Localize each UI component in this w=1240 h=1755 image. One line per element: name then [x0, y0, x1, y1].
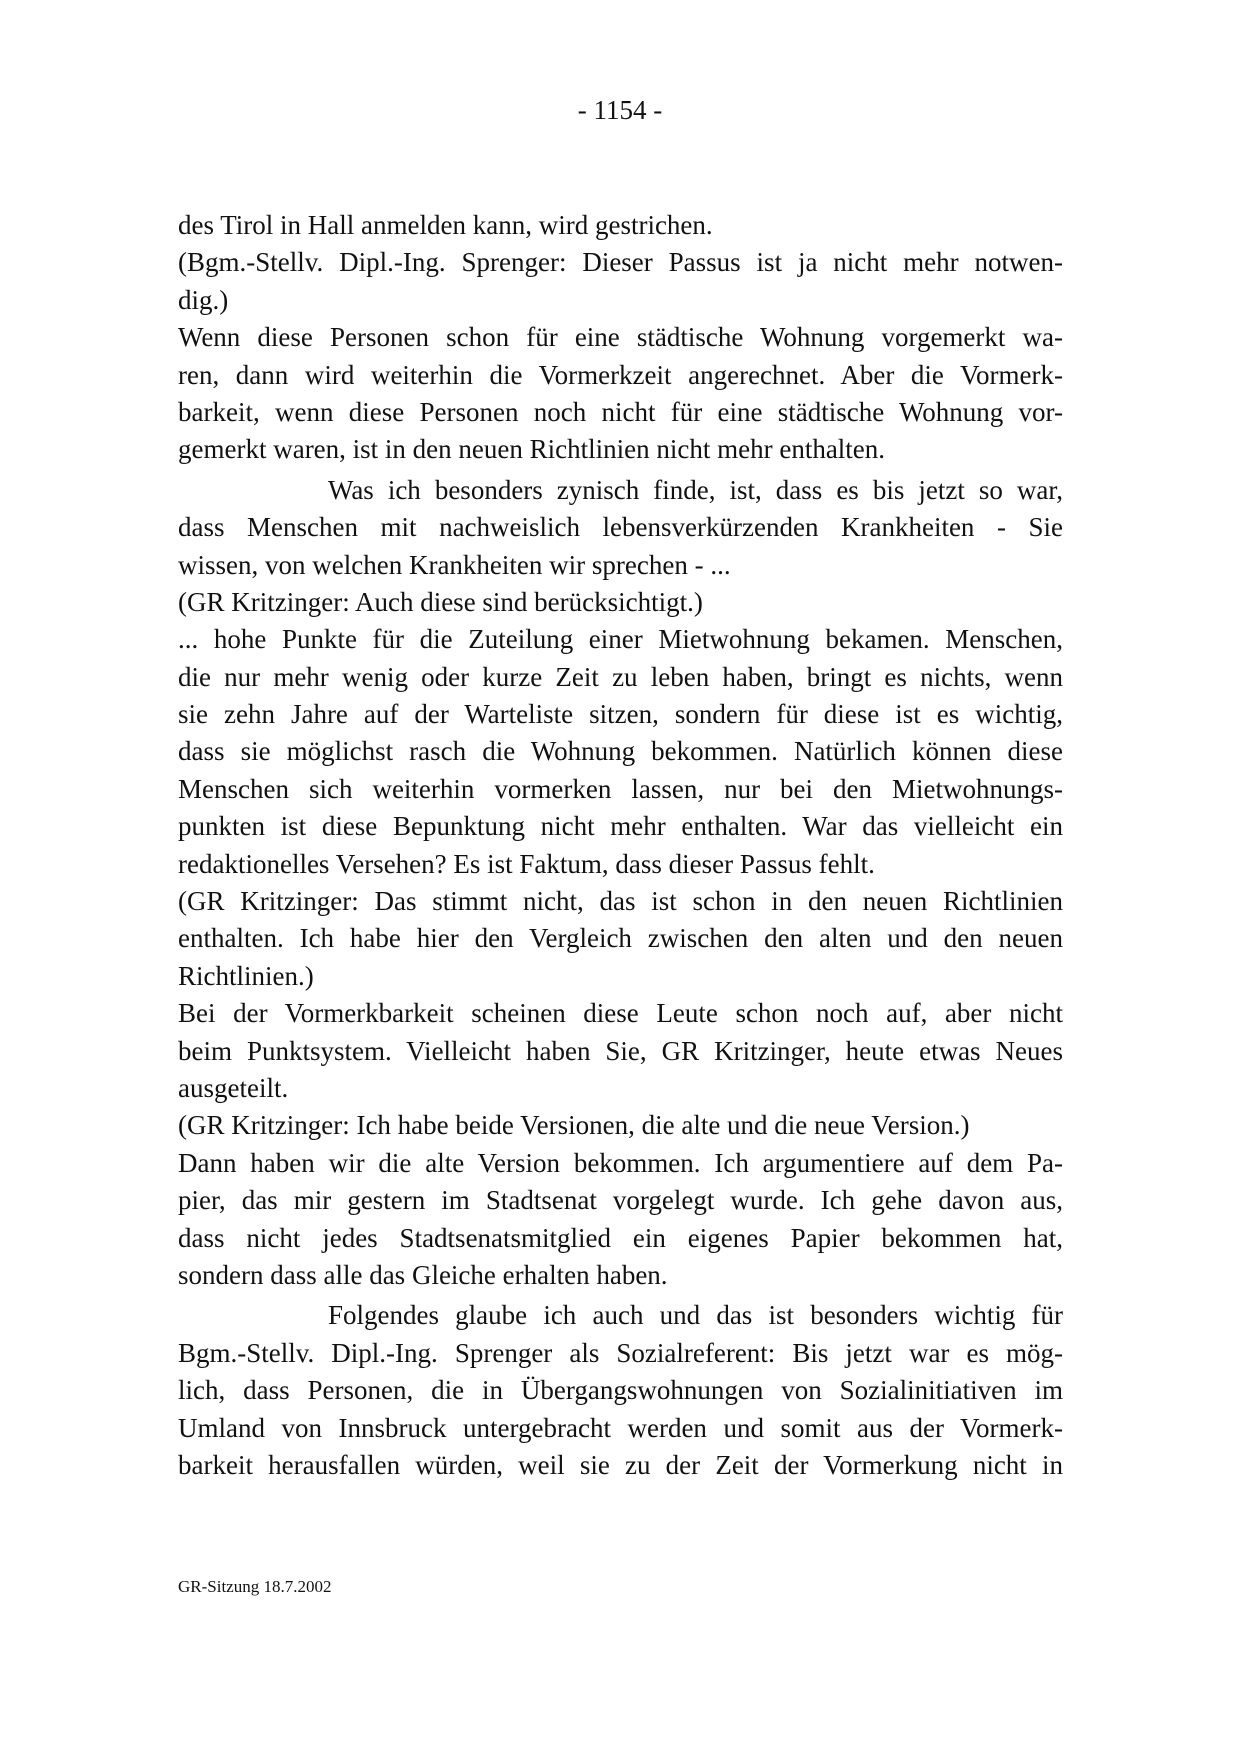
text-line: enthalten. Ich habe hier den Vergleich zwischen den alten und den neuen — [178, 923, 1063, 954]
page-number: - 1154 - — [577, 95, 663, 125]
text-line: dig.) — [178, 284, 229, 315]
text-line: des Tirol in Hall anmelden kann, wird gestrichen. — [178, 210, 713, 240]
text-line: barkeit herausfallen würden, weil sie zu der Zeit der Vormerkung nicht in — [178, 1449, 1063, 1480]
text-line: dass sie möglichst rasch die Wohnung bekommen. Natürlich können diese — [178, 736, 1063, 767]
footer-session-date: GR-Sitzung 18.7.2002 — [178, 1577, 332, 1596]
text-line: Umland von Innsbruck untergebracht werden und somit aus der Vormerk- — [178, 1412, 1063, 1443]
text-line: (GR Kritzinger: Auch diese sind berücksichtigt.) — [178, 586, 703, 617]
text-line: punkten ist diese Bepunktung nicht mehr enthalten. War das vielleicht ein — [178, 811, 1063, 842]
text-line: (GR Kritzinger: Das stimmt nicht, das ist schon in den neuen Richtlinien — [178, 886, 1063, 917]
text-line: wissen, von welchen Krankheiten wir sprechen - ... — [178, 549, 731, 580]
text-line: barkeit, wenn diese Personen noch nicht für eine städtische Wohnung vor- — [178, 396, 1063, 427]
text-line: redaktionelles Versehen? Es ist Faktum, dass dieser Passus fehlt. — [178, 848, 875, 879]
text-line: Richtlinien.) — [178, 960, 314, 991]
text-line: ren, dann wird weiterhin die Vormerkzeit angerechnet. Aber die Vormerk- — [178, 359, 1063, 390]
text-line: beim Punktsystem. Vielleicht haben Sie, GR Kritzinger, heute etwas Neues — [178, 1035, 1063, 1066]
text-line: dass Menschen mit nachweislich lebensverkürzenden Krankheiten - Sie — [178, 512, 1063, 543]
text-line: die nur mehr wenig oder kurze Zeit zu leben haben, bringt es nichts, wenn — [178, 661, 1063, 692]
text-line: Dann haben wir die alte Version bekommen. Ich argumentiere auf dem Pa- — [178, 1147, 1063, 1178]
text-line: Bgm.-Stellv. Dipl.-Ing. Sprenger als Sozialreferent: Bis jetzt war es mög- — [178, 1337, 1063, 1368]
document-body — [178, 207, 1063, 1484]
text-line: Bei der Vormerkbarkeit scheinen diese Leute schon noch auf, aber nicht — [178, 998, 1063, 1029]
text-line: (GR Kritzinger: Ich habe beide Versionen, die alte und die neue Version.) — [178, 1110, 970, 1141]
text-line: Was ich besonders zynisch finde, ist, dass es bis jetzt so war, — [328, 474, 1063, 505]
text-line: ausgeteilt. — [178, 1072, 289, 1103]
text-line: dass nicht jedes Stadtsenatsmitglied ein eigenes Papier bekommen hat, — [178, 1222, 1063, 1253]
text-line: Wenn diese Personen schon für eine städtische Wohnung vorgemerkt wa- — [178, 322, 1063, 353]
text-line: pier, das mir gestern im Stadtsenat vorgelegt wurde. Ich gehe davon aus, — [178, 1185, 1063, 1216]
text-line: gemerkt waren, ist in den neuen Richtlinien nicht mehr enthalten. — [178, 434, 886, 465]
text-line: lich, dass Personen, die in Übergangswohnungen von Sozialinitiativen im — [178, 1375, 1063, 1406]
text-line: (Bgm.-Stellv. Dipl.-Ing. Sprenger: Dieser Passus ist ja nicht mehr notwen- — [178, 247, 1063, 278]
text-line: ... hohe Punkte für die Zuteilung einer Mietwohnung bekamen. Menschen, — [178, 624, 1063, 655]
text-line: sie zehn Jahre auf der Warteliste sitzen, sondern für diese ist es wichtig, — [178, 699, 1063, 730]
text-line: Menschen sich weiterhin vormerken lassen, nur bei den Mietwohnungs- — [178, 773, 1063, 804]
text-line: Folgendes glaube ich auch und das ist besonders wichtig für — [328, 1300, 1063, 1331]
text-line: sondern dass alle das Gleiche erhalten haben. — [178, 1259, 668, 1290]
